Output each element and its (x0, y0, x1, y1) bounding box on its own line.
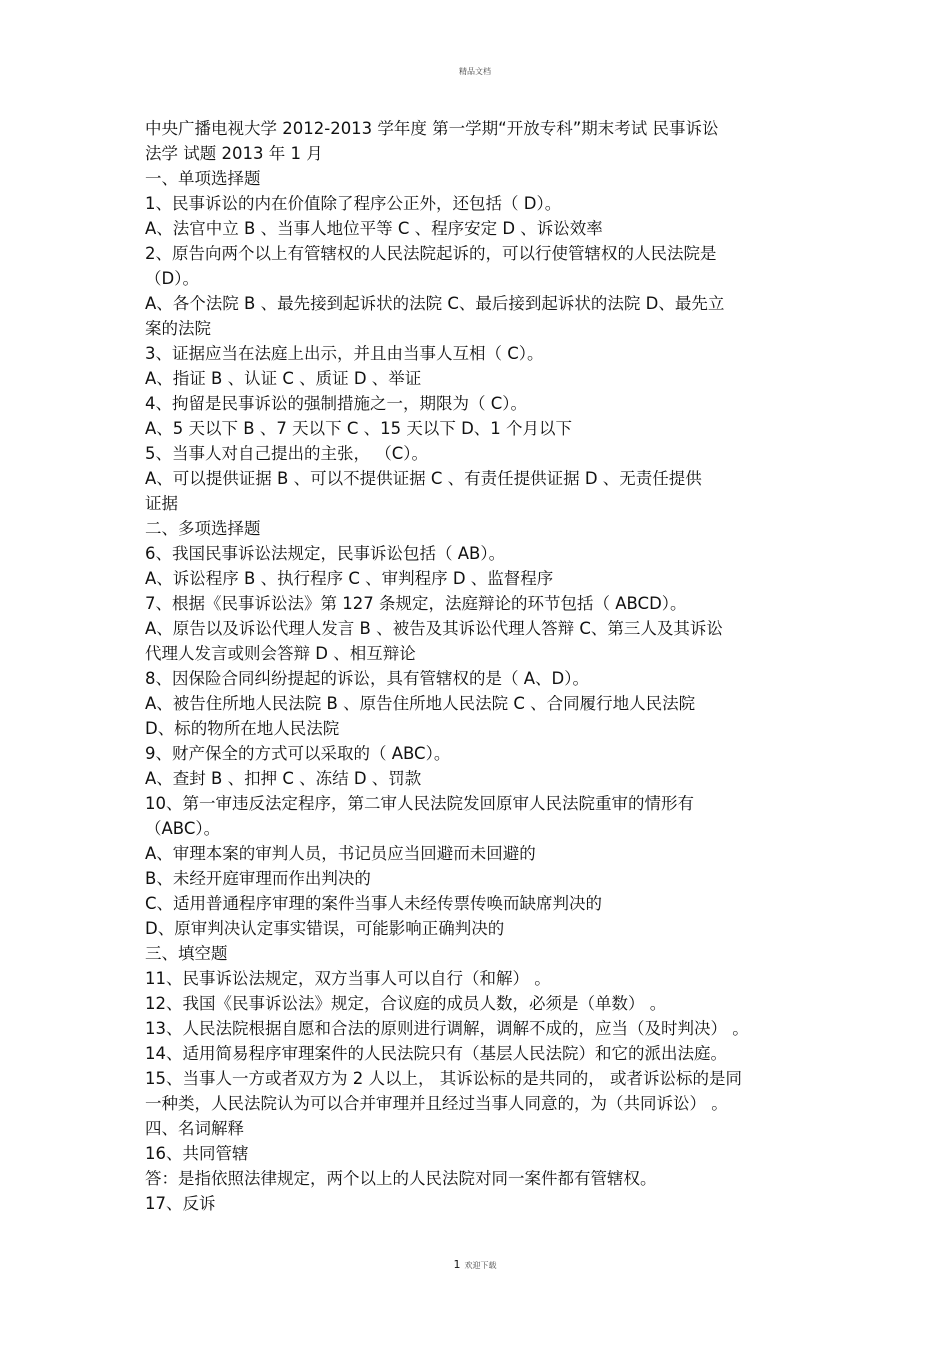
text-line: 答：是指依照法律规定，两个以上的人民法院对同一案件都有管辖权。 (145, 1169, 657, 1188)
text-line: 6、我国民事诉讼法规定，民事诉讼包括（ AB）。 (145, 544, 506, 563)
text-line: 中央广播电视大学 2012-2013 学年度 第一学期“开放专科”期末考试 民事诉讼 (145, 119, 719, 138)
text-line: 12、我国《民事诉讼法》规定，合议庭的成员人数，必须是（单数） 。 (145, 994, 667, 1013)
page-footer (0, 1258, 950, 1271)
text-line: 证据 (145, 494, 178, 513)
text-line: 一种类，人民法院认为可以合并审理并且经过当事人同意的，为（共同诉讼） 。 (145, 1094, 728, 1113)
text-line: 10、第一审违反法定程序，第二审人民法院发回原审人民法院重审的情形有 (145, 794, 694, 813)
text-line: 4、拘留是民事诉讼的强制措施之一，期限为（ C）。 (145, 394, 528, 413)
text-line: 四、名词解释 (145, 1119, 244, 1138)
text-line: D、原审判决认定事实错误，可能影响正确判决的 (145, 919, 505, 938)
text-line: 9、财产保全的方式可以采取的（ ABC）。 (145, 744, 451, 763)
text-line: 三、填空题 (145, 944, 228, 963)
text-line: 14、适用简易程序审理案件的人民法院只有（基层人民法院）和它的派出法庭。 (145, 1044, 727, 1063)
exam-content (145, 116, 815, 1216)
text-line: 11、民事诉讼法规定，双方当事人可以自行（和解） 。 (145, 969, 551, 988)
text-line: A、审理本案的审判人员，书记员应当回避而未回避的 (145, 844, 536, 863)
text-line: A、诉讼程序 B 、执行程序 C 、审判程序 D 、监督程序 (145, 569, 554, 588)
text-line: A、原告以及诉讼代理人发言 B 、被告及其诉讼代理人答辩 C、第三人及其诉讼 (145, 619, 723, 638)
text-line: 案的法院 (145, 319, 211, 338)
text-line: 8、因保险合同纠纷提起的诉讼，具有管辖权的是（ A、D）。 (145, 669, 589, 688)
text-line: A、5 天以下 B 、7 天以下 C 、15 天以下 D、1 个月以下 (145, 419, 573, 438)
text-line: A、各个法院 B 、最先接到起诉状的法院 C、最后接到起诉状的法院 D、最先立 (145, 294, 725, 313)
text-line: 7、根据《民事诉讼法》第 127 条规定，法庭辩论的环节包括（ ABCD）。 (145, 594, 687, 613)
text-line: A、被告住所地人民法院 B 、原告住所地人民法院 C 、合同履行地人民法院 (145, 694, 696, 713)
page-header: 精品文档 (459, 67, 491, 76)
text-line: （ABC）。 (145, 819, 221, 838)
text-line: 3、证据应当在法庭上出示，并且由当事人互相（ C）。 (145, 344, 544, 363)
text-line: 法学 试题 2013 年 1 月 (145, 144, 323, 163)
text-line: 一、单项选择题 (145, 169, 261, 188)
text-line: 代理人发言或则会答辩 D 、相互辩论 (145, 644, 416, 663)
text-line: D、标的物所在地人民法院 (145, 719, 340, 738)
footer-text: 欢迎下载 (464, 1261, 497, 1270)
text-line: A、法官中立 B 、当事人地位平等 C 、程序安定 D 、诉讼效率 (145, 219, 603, 238)
text-line: A、指证 B 、认证 C 、质证 D 、举证 (145, 369, 422, 388)
text-line: 5、当事人对自己提出的主张， （C）。 (145, 444, 429, 463)
text-line: C、适用普通程序审理的案件当事人未经传票传唤而缺席判决的 (145, 894, 603, 913)
text-line: 16、共同管辖 (145, 1144, 249, 1163)
text-line: 1、民事诉讼的内在价值除了程序公正外，还包括（ D）。 (145, 194, 562, 213)
text-line: B、未经开庭审理而作出判决的 (145, 869, 371, 888)
text-line: 2、原告向两个以上有管辖权的人民法院起诉的，可以行使管辖权的人民法院是 (145, 244, 717, 263)
text-line: （D）。 (145, 269, 199, 288)
text-line: A、查封 B 、扣押 C 、冻结 D 、罚款 (145, 769, 422, 788)
text-line: 17、反诉 (145, 1194, 216, 1213)
text-line: 15、当事人一方或者双方为 2 人以上， 其诉讼标的是共同的， 或者诉讼标的是同 (145, 1069, 742, 1088)
page-number: 1 (453, 1258, 461, 1271)
text-line: 二、多项选择题 (145, 519, 261, 538)
text-line: A、可以提供证据 B 、可以不提供证据 C 、有责任提供证据 D 、无责任提供 (145, 469, 702, 488)
text-line: 13、人民法院根据自愿和合法的原则进行调解，调解不成的，应当（及时判决） 。 (145, 1019, 749, 1038)
